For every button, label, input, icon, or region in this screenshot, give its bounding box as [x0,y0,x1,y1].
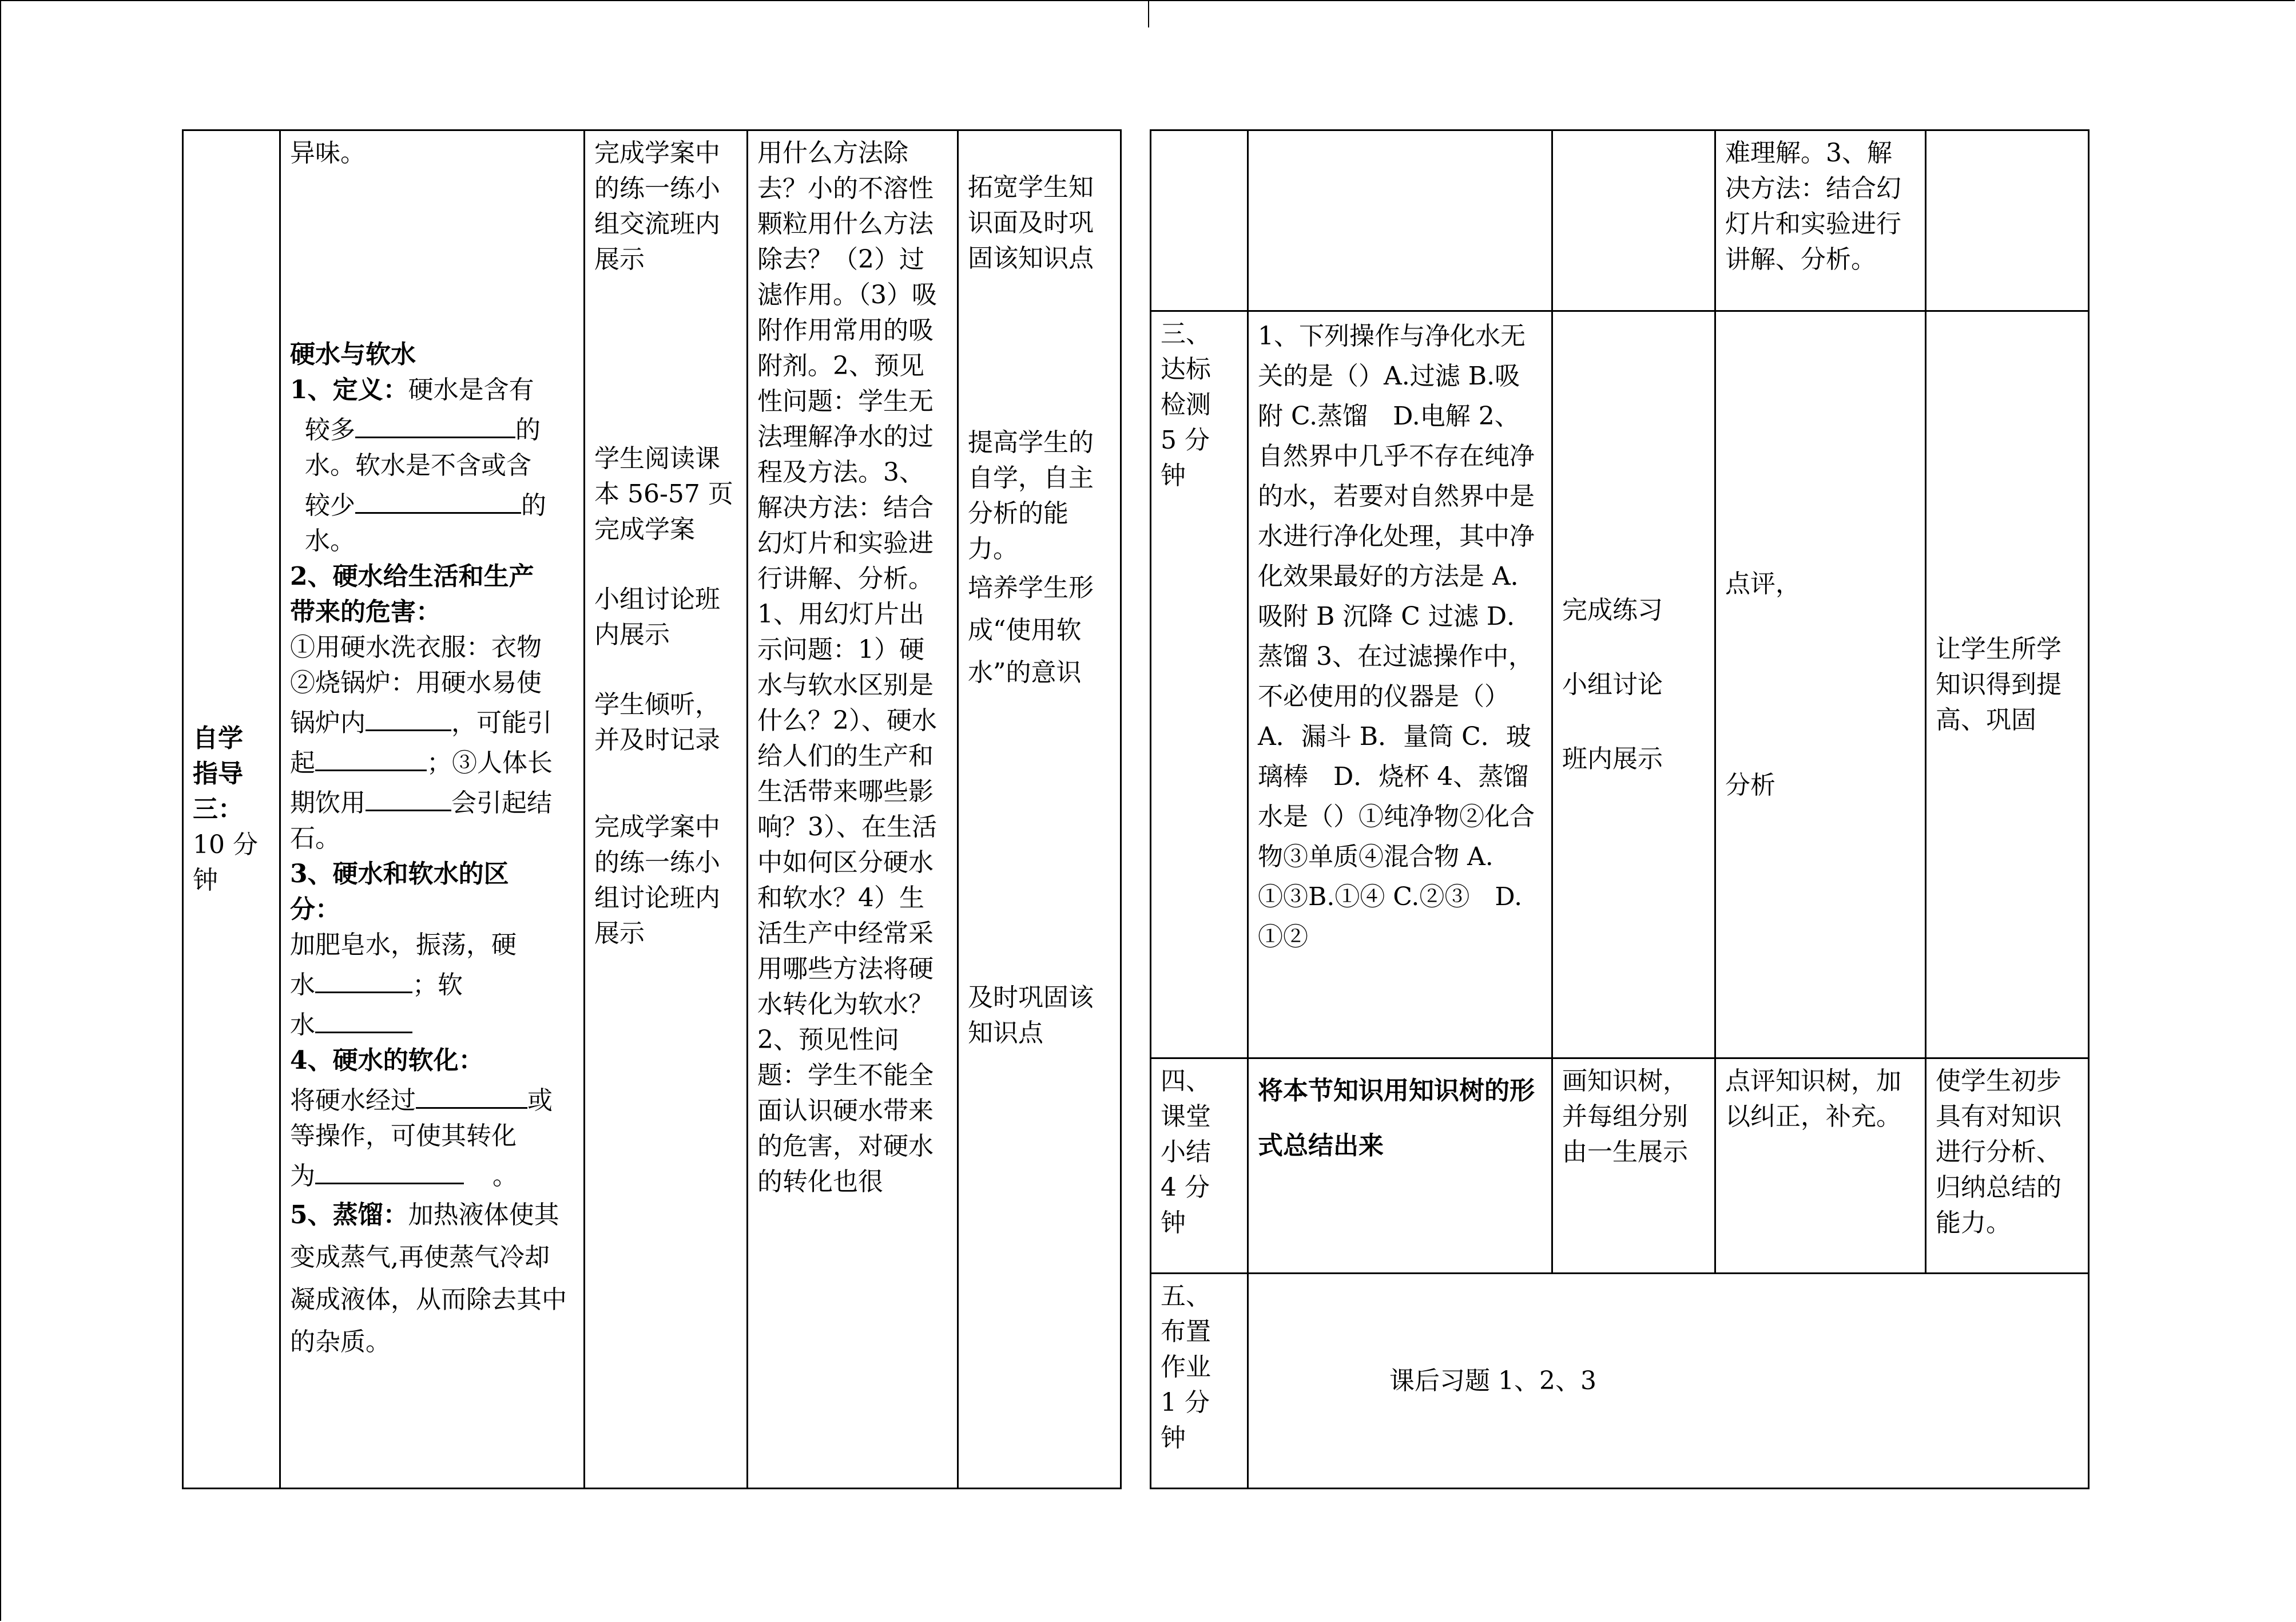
section-label-line: 三、 [1161,319,1211,348]
empty-cell [1552,130,1715,311]
softening-title: 4、硬水的软化： [290,1046,484,1075]
harm-item: 石。 [290,824,340,853]
definition-text: 较少 [305,491,355,520]
section-label-line: 指导 [193,759,243,788]
teacher-activity-text: 点评知识树，加以纠正，补充。 [1725,1066,1901,1131]
teacher-activity-cell [1715,1058,1926,1274]
definition-text: 硬水是含有 [408,375,534,404]
softening-text: 。 [492,1161,518,1191]
empty-cell [1926,130,2089,311]
fill-blank[interactable] [416,1078,527,1109]
empty-cell [1151,130,1248,311]
fill-blank[interactable] [315,963,412,993]
distinguish-text: 水 [290,970,315,1000]
softening-text: 为 [290,1161,315,1191]
exercise-text: 1、下列操作与净化水无关的是（）A.过滤 B.吸附 C.蒸馏 D.电解 2、自然界中几乎不存在纯净的水，若要对自然界中是水进行净化处理，其中净化效果最好的方法是 A．吸附 B 沉降 C 过滤 D．蒸馏 3、在过滤操作中，不必使用的仪器是（）A．漏斗 B．量筒 C．玻璃棒 D．烧杯 4、蒸馏水是（）①纯净物②化合物③单质④混合物 A. ①③B.①④ C.②③ D.①② [1258,322,1544,951]
harm-item: ②烧锅炉：用硬水易使 [290,668,542,697]
student-activity-text: 画知识树，并每组分别由一生展示 [1562,1066,1688,1167]
summary-text: 将本节知识用知识树的形式总结出来 [1258,1076,1535,1160]
teacher-activity-cell [1715,311,1926,1058]
section-label-line: 课堂 [1161,1102,1211,1131]
section-label-line: 五、 [1161,1282,1211,1311]
section-label-line: 10 分 [193,830,258,859]
harm-item: ，可能引 [451,708,552,737]
definition-label: 1、定义： [290,375,408,404]
exercise-content-cell [1248,311,1552,1058]
section-label-line: 三： [193,794,243,824]
content-top-text: 异味。 [290,138,366,168]
distinguish-title: 3、硬水和软水的区 [290,859,509,889]
harm-item: 期饮用 [290,788,366,818]
homework-text: 课后习题 1、2、3 [1389,1366,1596,1395]
teacher-activity-text: 分析 [1725,770,1775,800]
student-activity-text: 完成学案中的练一练小组讨论班内展示 [594,812,720,948]
section-label-cell [183,130,280,1489]
definition-text: 水。软水是不含或含 [305,451,531,480]
fill-blank[interactable] [366,781,451,811]
fill-blank[interactable] [366,701,451,731]
section-label-line: 四、 [1161,1066,1211,1096]
student-activity-cell [1552,311,1715,1058]
harm-title: 带来的危害： [290,597,441,626]
definition-text: 的 [521,491,546,520]
intent-text: 使学生初步具有对知识进行分析、归纳总结的能力。 [1936,1066,2061,1238]
intent-text: 拓宽学生知识面及时巩固该知识点 [968,173,1094,273]
section-label-cell [1151,311,1248,1058]
section-label-line: 小结 [1161,1137,1211,1167]
section-label-line: 1 分 [1161,1388,1210,1417]
intent-text: 培养学生形成“使用软水”的意识 [968,573,1094,687]
content-cell [280,130,585,1489]
page-fold-mark [1148,0,1149,27]
distinguish-title: 分： [290,895,340,924]
left-lesson-table [182,129,1122,1489]
homework-cell [1248,1274,2089,1489]
student-activity-text: 班内展示 [1562,744,1663,774]
section-label-line: 4 分 [1161,1173,1210,1202]
distinguish-text: 加肥皂水，振荡，硬 [290,930,517,959]
definition-text: 较多 [305,415,355,445]
harm-item: ；③人体长 [427,748,553,778]
fill-blank[interactable] [315,1154,464,1184]
distinguish-text: 水 [290,1010,315,1040]
section-label-line: 5 分 [1161,426,1210,455]
fill-blank[interactable] [355,483,521,514]
empty-cell [1248,130,1552,311]
fill-blank[interactable] [315,1003,412,1033]
teacher-activity-text: 点评， [1725,569,1801,598]
student-activity-text: 完成学案中的练一练小组交流班内展示 [594,138,720,274]
teacher-activity-cell [1715,130,1926,311]
summary-content-cell [1248,1058,1552,1274]
harm-item: 锅炉内 [290,708,366,737]
softening-text: 将硬水经过 [290,1086,416,1115]
student-activity-text: 学生阅读课本 56-57 页完成学案 [594,444,733,544]
student-activity-cell [585,130,748,1489]
section-label-line: 达标 [1161,355,1211,384]
section-label-line: 钟 [1161,1208,1186,1238]
harm-title: 2、硬水给生活和生产 [290,562,534,591]
harm-item: 起 [290,748,315,778]
definition-text: 水。 [305,526,355,556]
intent-text: 及时巩固该知识点 [968,983,1094,1048]
intent-text: 提高学生的自学，自主分析的能力。 [968,428,1094,564]
section-label-cell [1151,1274,1248,1489]
section-label-line: 钟 [1161,461,1186,490]
student-activity-text: 完成练习 [1562,595,1663,625]
student-activity-text: 小组讨论 [1562,669,1663,699]
section-label-cell [1151,1058,1248,1274]
student-activity-cell [1552,1058,1715,1274]
intent-text: 让学生所学知识得到提高、巩固 [1936,634,2061,735]
intent-cell [958,130,1121,1489]
section-label-line: 检测 [1161,390,1211,419]
teacher-activity-text: 难理解。3、解决方法：结合幻灯片和实验进行讲解、分析。 [1725,138,1901,274]
section-label-line: 自学 [193,723,243,753]
distinguish-text: ；软 [412,970,463,1000]
section-label-line: 布置 [1161,1317,1211,1346]
student-activity-text: 小组讨论班内展示 [594,585,720,649]
teacher-activity-text: 用什么方法除去？小的不溶性颗粒用什么方法除去？（2）过滤作用。（3）吸附作用常用的吸附剂。2、预见性问题：学生无法理解净水的过程及方法。3、解决方法：结合幻灯片和实验进行讲解、分析。1、用幻灯片出示问题：1）硬水与软水区别是什么？2）、硬水给人们的生产和生活带来哪些影响？3）、在生活中如何区分硬水和软水？4）生活生产中经常采用哪些方法将硬水转化为软水？2、预见性问题：学生不能全面认识硬水带来的危害，对硬水的转化也很 [757,138,937,1196]
intent-cell [1926,311,2089,1058]
distill-label: 5、蒸馏： [290,1200,408,1230]
teacher-activity-cell [748,130,958,1489]
fill-blank[interactable] [355,408,515,438]
harm-item: 会引起结 [451,788,552,818]
section-label-line: 钟 [1161,1423,1186,1453]
intent-cell [1926,1058,2089,1274]
softening-text: 或 [527,1086,553,1115]
student-activity-text: 学生倾听，并及时记录 [594,690,720,755]
section-label-line: 作业 [1161,1353,1211,1382]
definition-text: 的 [515,415,541,445]
softening-text: 等操作，可使其转化 [290,1121,517,1151]
fill-blank[interactable] [315,741,427,771]
section-label-line: 钟 [193,865,218,895]
distill-text: 加热液体使其变成蒸气,再使蒸气冷却凝成液体，从而除去其中的杂质。 [290,1200,567,1357]
harm-item: ①用硬水洗衣服：衣物 [290,633,542,662]
hard-water-title: 硬水与软水 [290,340,416,369]
right-lesson-table [1150,129,2090,1489]
